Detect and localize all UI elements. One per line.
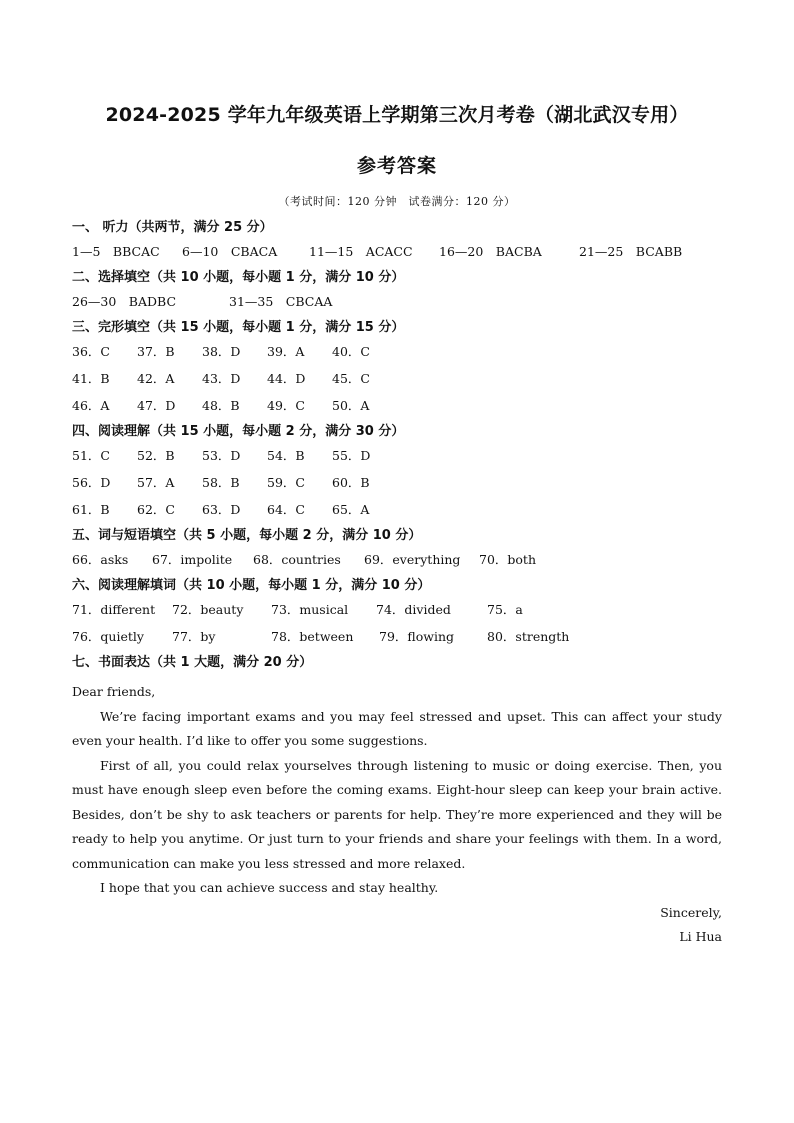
answer-item: 72．beauty: [172, 602, 244, 617]
section-heading-writing: 七、书面表达（共 1 大题，满分 20 分）: [72, 655, 313, 670]
answer-item: 52．B: [137, 448, 175, 463]
answer-item: 65．A: [332, 502, 370, 517]
answer-row: [72, 626, 722, 653]
answer-row: [72, 241, 722, 268]
answer-row: [72, 549, 722, 576]
answer-row: [72, 395, 722, 422]
answer-item: 50．A: [332, 398, 370, 413]
answer-item: 49．C: [267, 398, 305, 413]
answer-item: 63．D: [202, 502, 241, 517]
answer-row: [72, 341, 722, 368]
page-title: 2024-2025 学年九年级英语上学期第三次月考卷（湖北武汉专用）: [105, 104, 689, 126]
answer-item: 79．flowing: [379, 629, 455, 644]
answer-item: 38．D: [202, 344, 241, 359]
letter-paragraph: We’re facing important exams and you may feel stressed and upset. This can affect your study even your health. I’d like to offer you some suggestions.: [72, 708, 722, 748]
letter-paragraph: I hope that you can achieve success and stay healthy.: [100, 880, 439, 895]
answer-item: 41．B: [72, 371, 110, 386]
section-heading-multiple-choice: 二、选择填空（共 10 小题，每小题 1 分，满分 10 分）: [72, 270, 405, 285]
answer-item: 73．musical: [271, 602, 349, 617]
answer-item: 78．between: [271, 629, 354, 644]
answer-item: 57．A: [137, 475, 175, 490]
answer-item: 77．by: [172, 629, 216, 644]
answer-item: 42．A: [137, 371, 175, 386]
section-heading-reading: 四、阅读理解（共 15 小题，每小题 2 分，满分 30 分）: [72, 424, 405, 439]
answer-item: 53．D: [202, 448, 241, 463]
answer-item: 55．D: [332, 448, 371, 463]
answer-item: 31—35 CBCAA: [229, 294, 333, 309]
section-heading-cloze: 三、完形填空（共 15 小题，每小题 1 分，满分 15 分）: [72, 320, 405, 335]
answer-item: 74．divided: [376, 602, 451, 617]
answer-item: 40．C: [332, 344, 370, 359]
answer-row: [72, 445, 722, 472]
answer-item: 43．D: [202, 371, 241, 386]
answer-item: 59．C: [267, 475, 305, 490]
answer-row: [72, 291, 722, 318]
answer-item: 16—20 BACBA: [439, 244, 542, 259]
answer-item: 48．B: [202, 398, 240, 413]
answer-item: 64．C: [267, 502, 305, 517]
answer-row: [72, 499, 722, 526]
answer-item: 70．both: [479, 552, 537, 567]
letter-greeting: Dear friends,: [72, 684, 156, 699]
section-heading-word-fill: 五、词与短语填空（共 5 小题，每小题 2 分，满分 10 分）: [72, 528, 422, 543]
answer-item: 1—5 BBCAC: [72, 244, 160, 259]
answer-item: 69．everything: [364, 552, 461, 567]
answer-item: 75．a: [487, 602, 523, 617]
answer-item: 68．countries: [253, 552, 341, 567]
letter-paragraph: First of all, you could relax yourselves through listening to music or doing exercise. Then, you must have enough sleep even before the coming exams. Eight-hour sleep can keep your brain active. Besides, don’t be shy to ask teachers or parents for help. They’re more experienced and they will be ready to help you anytime. Or just turn to your friends and share your feelings with them. In a word, communication can make you less stressed and more relaxed.: [72, 757, 722, 871]
answer-item: 26—30 BADBC: [72, 294, 177, 309]
exam-info: （考试时间：120 分钟 试卷满分：120 分）: [278, 195, 516, 208]
answer-content: [72, 218, 722, 950]
answer-item: 37．B: [137, 344, 175, 359]
answer-item: 60．B: [332, 475, 370, 490]
answer-item: 56．D: [72, 475, 111, 490]
letter-signature: Li Hua: [679, 929, 722, 944]
answer-item: 51．C: [72, 448, 110, 463]
answer-item: 54．B: [267, 448, 305, 463]
answer-item: 71．different: [72, 602, 156, 617]
answer-item: 47．D: [137, 398, 176, 413]
answer-item: 76．quietly: [72, 629, 144, 644]
answer-item: 66．asks: [72, 552, 129, 567]
letter-closing: Sincerely,: [660, 904, 722, 920]
answer-item: 11—15 ACACC: [309, 244, 413, 259]
answer-row: [72, 368, 722, 395]
answer-item: 46．A: [72, 398, 110, 413]
answer-item: 61．B: [72, 502, 110, 517]
answer-item: 6—10 CBACA: [182, 244, 278, 259]
section-heading-reading-fill: 六、阅读理解填词（共 10 小题，每小题 1 分，满分 10 分）: [72, 578, 431, 593]
answer-item: 62．C: [137, 502, 175, 517]
answer-row: [72, 472, 722, 499]
page-subtitle: 参考答案: [356, 155, 437, 177]
section-heading-listening: 一、 听力（共两节，满分 25 分）: [72, 220, 273, 235]
answer-row: [72, 599, 722, 626]
answer-item: 80．strength: [487, 629, 570, 644]
answer-item: 36．C: [72, 344, 110, 359]
answer-item: 44．D: [267, 371, 306, 386]
answer-item: 39．A: [267, 344, 305, 359]
answer-item: 58．B: [202, 475, 240, 490]
answer-item: 67．impolite: [152, 552, 233, 567]
answer-item: 45．C: [332, 371, 370, 386]
answer-item: 21—25 BCABB: [579, 244, 683, 259]
